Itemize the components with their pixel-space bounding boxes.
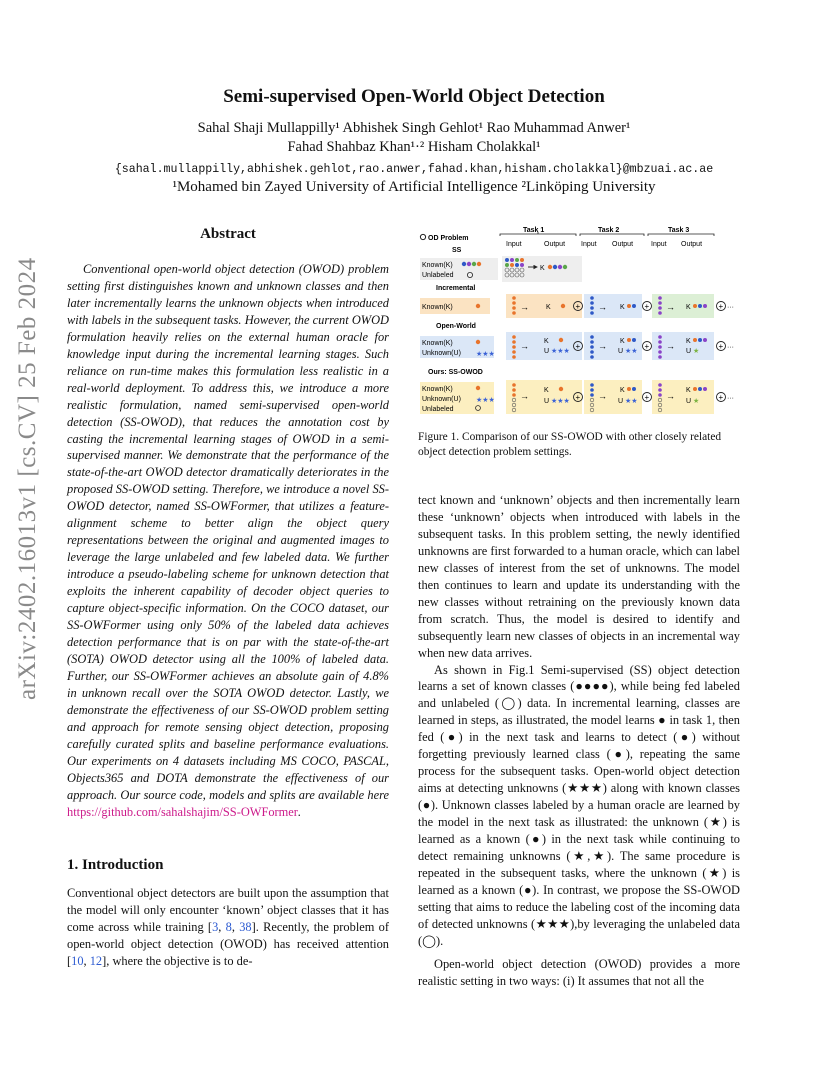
svg-text:★★★: ★★★ [476, 397, 495, 404]
fig-ow-k2: K [620, 338, 625, 345]
fig-ow-k1: K [544, 338, 549, 345]
fig-task-1: Task 1 [523, 227, 545, 234]
paragraph: Open-world object detection (OWOD) provides a more realistic setting in two ways: (i) It assumes that not all the [418, 956, 740, 988]
authors-line-1: Sahal Shaji Mullappilly¹ Abhishek Singh Gehlot¹ Rao Muhammad Anwer¹ [197, 120, 631, 136]
fig-ssowod-k3: K [686, 387, 691, 394]
fig-ow-u3: U [686, 348, 692, 355]
fig-ss-known: Known(K) [422, 262, 453, 269]
fig-inc-ellipsis: ··· [727, 304, 734, 311]
abstract-text: Conventional open-world object detection (OWOD) problem setting first distinguishes known and unknown classes and then later incrementally learns the unknown objects when introduced with labels in the subsequent tasks. However, the current OWOD formulation heavily relies on the external human oracle for knowledge input during the incremental learning stages. Such reliance on run-time makes this formulation less realistic in a real-world deployment. To address this, we introduce a more realistic formulation, named semi-supervised open-world detection (SS-OWOD), that reduces the annotation cost by casting the incremental learning stages of OWOD in a semi-supervised manner. We demonstrate that the performance of the state-of-the-art OWOD detector dramatically deteriorates in the proposed SS-OWOD setting. Therefore, we introduce a novel SS-OWOD detector, named SS-OWFormer, that utilizes a feature-alignment scheme to better align the object query representations between the original and augmented images to leverage the large unlabeled and few labeled data. We further introduce a pseudo-labeling scheme for unknown detection that exploits the inherent capability of decoder object queries to capture object-specific information. On the COCO dataset, our SS-OWFormer using only 50% of the labeled data achieves detection performance that is on par with the state-of-the-art (SOTA) OWOD detector using all the 100% of labeled data. Further, our SS-OWFormer achieves an absolute gain of 4.8% in unknown recall over the SOTA OWOD detector. Lastly, we demonstrate the effectiveness of our SS-OWOD problem setting and approach for remote sensing object detection, proposing carefully curated splits and baseline performance evaluations. Our experiments on 4 datasets including MS COCO, PASCAL, Objects365 and DOTA demonstrate the effectiveness of our approach. Our source code, models and splits are available here [67, 262, 389, 802]
fig-ssowod-unlabeled: Unlabeled [422, 406, 454, 413]
fig-row-incremental: Incremental [436, 285, 476, 292]
svg-text:★: ★ [693, 348, 700, 355]
fig-ssowod-k2: K [620, 387, 625, 394]
svg-text:★: ★ [693, 398, 700, 405]
fig-io-input-3: Input [651, 241, 667, 248]
fig-row-ss: SS [452, 247, 462, 254]
paper-title: Semi-supervised Open-World Object Detection [223, 86, 605, 107]
fig-ssowod-ellipsis: ··· [727, 395, 734, 402]
svg-text:→: → [598, 302, 607, 312]
citation[interactable]: 3 [212, 919, 219, 934]
svg-text:★★★: ★★★ [476, 351, 495, 358]
svg-text:+: + [718, 302, 724, 311]
svg-text:+: + [644, 302, 650, 311]
intro-text: ], where the objective is to de- [102, 953, 253, 968]
citation[interactable]: 8 [225, 919, 232, 934]
fig-ssowod-task1-box [506, 380, 582, 414]
fig-ow-u2: U [618, 348, 624, 355]
svg-text:→: → [598, 391, 607, 401]
svg-text:+: + [575, 393, 581, 402]
section-heading-introduction: 1. Introduction [67, 857, 164, 873]
authors-line-2: Fahad Shahbaz Khan¹·² Hisham Cholakkal¹ [287, 139, 541, 155]
fig-io-output-2: Output [612, 241, 634, 248]
abstract-heading: Abstract [200, 226, 256, 242]
citation[interactable]: 38 [239, 919, 252, 934]
svg-text:★★★: ★★★ [551, 348, 570, 355]
svg-text:+: + [718, 393, 724, 402]
fig-inc-k3: K [686, 304, 691, 311]
fig-ssowod-k1: K [544, 387, 549, 394]
svg-text:→: → [598, 341, 607, 351]
svg-text:→: → [666, 391, 675, 401]
right-column-text [418, 492, 740, 990]
fig-inc-known: Known(K) [422, 304, 453, 311]
fig-row-ssowod: Ours: SS-OWOD [428, 369, 483, 376]
fig-io-input-2: Input [581, 241, 597, 248]
arxiv-identifier: arXiv:2402.16013v1 [cs.CV] 25 Feb 2024 [14, 257, 41, 700]
citation[interactable]: 10 [71, 953, 84, 968]
fig-ssowod-u3: U [686, 398, 692, 405]
fig-ow-u1: U [544, 348, 550, 355]
affiliations: ¹Mohamed bin Zayed University of Artificial Intelligence ²Linköping University [172, 179, 656, 195]
figure-1-diagram [418, 222, 740, 418]
fig-io-output-1: Output [544, 241, 566, 248]
code-link[interactable]: https://github.com/sahalshajim/SS-OWFormer [67, 804, 298, 819]
introduction-paragraph: Conventional object detectors are built upon the assumption that the model will only encounter ‘known’ object classes that it has come across while training [3, 8, 38]. Recently, the problem of open-world object detection (OWOD) has received attention [10, 12], where the objective is to de- [67, 886, 389, 968]
intro-text: ]. Recently, the problem of open-world object detection (OWOD) has received attention [ [67, 919, 389, 968]
fig-io-output-3: Output [681, 241, 703, 248]
paragraph: tect known and ‘unknown’ objects and then incrementally learn these ‘unknown’ objects when introduced with labels in the subsequent tasks. In this problem setting, the newly identified unknowns are first forwarded to a human oracle, which can label new classes of interest from the set of unknowns. The model then continues to learn and update its understanding with the new classes without retraining on the previously known data from scratch. Thus, the model is desired to identify and subsequently learn new classes of objects in an incremental way when new data arrives. [418, 493, 740, 660]
fig-io-input-1: Input [506, 241, 522, 248]
paragraph: As shown in Fig.1 Semi-supervised (SS) object detection learns a set of known classes (●●●●), while being fed labeled and unlabeled (◯) data. In incremental learning, classes are learned in steps, as illustrated, the model learns ● in task 1, then fed (●) in the next task and learns to detect (●) without forgetting previously learned class (●), repeating the same process for the subsequent tasks. Open-world object detection aims at detecting unknowns (★★★) along with known classes (●). Unknown classes labeled by a human oracle are learned by the model in the next task as illustrated: the unknown (★) is learned as a known (●) in the next task while continuing to detect remaining unknowns (★,★). The same procedure is repeated in the subsequent tasks, where the unknown (★) is learned as a known (●). In contrast, we propose the SS-OWOD setting that aims to reduce the labeling cost of the incoming data of detected unknowns (★★★),by leveraging the unlabeled data (◯). [418, 662, 740, 948]
fig-inc-k2: K [620, 304, 625, 311]
svg-text:→: → [666, 341, 675, 351]
fig-ssowod-u2: U [618, 398, 624, 405]
svg-text:+: + [644, 393, 650, 402]
svg-text:→: → [666, 302, 675, 312]
fig-ssowod-u1: U [544, 398, 550, 405]
abstract-body: Conventional open-world object detection (OWOD) problem setting first distinguishes known and unknown classes and then later incrementally learns the unknown objects when introduced with labels in the subsequent tasks. However, the current OWOD formulation heavily relies on the external human oracle for knowledge input during the incremental learning stages. Such reliance on run-time makes this formulation less realistic in a real-world deployment. To address this, we introduce a more realistic formulation, named semi-supervised open-world detection (SS-OWOD), that reduces the annotation cost by casting the incremental learning stages of OWOD in a semi-supervised manner. We demonstrate that the performance of the state-of-the-art OWOD detector dramatically deteriorates in the proposed SS-OWOD setting. Therefore, we introduce a novel SS-OWOD detector, named SS-OWFormer, that utilizes a feature-alignment scheme to better align the object query representations between the original and augmented images to leverage the large unlabeled and few labeled data. We further introduce a pseudo-labeling scheme for unknown detection that exploits the inherent capability of decoder object queries to capture object-specific information. On the COCO dataset, our SS-OWFormer using only 50% of the labeled data achieves detection performance that is on par with the state-of-the-art (SOTA) OWOD detector using all the 100% of labeled data. Further, our SS-OWFormer achieves an absolute gain of 4.8% in unknown recall over the SOTA OWOD detector. Lastly, we demonstrate the effectiveness of our SS-OWOD problem setting and approach for remote sensing object detection, proposing carefully curated splits and baseline performance evaluations. Our experiments on 4 datasets including MS COCO, PASCAL, Objects365 and DOTA demonstrate the effectiveness of our approach. Our source code, models and splits are available here https://github.com/sahalshajim/SS-OWFormer. [67, 262, 389, 819]
fig-ssowod-known: Known(K) [422, 386, 453, 393]
fig-col-header: OD Problem [428, 235, 469, 242]
svg-text:+: + [575, 302, 581, 311]
fig-task-2: Task 2 [598, 227, 620, 234]
svg-text:→: → [520, 302, 529, 312]
fig-ow-k3: K [686, 338, 691, 345]
fig-inc-k1: K [546, 304, 551, 311]
fig-ow-ellipsis: ··· [727, 344, 734, 351]
fig-ss-unlabeled: Unlabeled [422, 272, 454, 279]
svg-text:+: + [718, 342, 724, 351]
fig-ssowod-unknown: Unknown(U) [422, 396, 461, 403]
svg-text:→: → [520, 391, 529, 401]
intro-text: Conventional object detectors are built upon the assumption that the model will only encounter ‘known’ object classes that it has come across while training [ [67, 886, 389, 934]
figure-1-caption: Figure 1. Comparison of our SS-OWOD with other closely related object detection problem settings. [418, 431, 722, 459]
svg-text:★★: ★★ [625, 398, 638, 405]
svg-text:→: → [520, 341, 529, 351]
svg-text:+: + [644, 342, 650, 351]
fig-ow-task1-box [506, 332, 582, 360]
fig-ss-k: K [540, 265, 545, 272]
fig-inc-task1-box [506, 294, 582, 318]
fig-task-3: Task 3 [668, 227, 690, 234]
svg-text:+: + [575, 342, 581, 351]
citation[interactable]: 12 [89, 953, 103, 968]
fig-ow-known: Known(K) [422, 340, 453, 347]
fig-ow-unknown: Unknown(U) [422, 350, 461, 357]
author-emails: {sahal.mullappilly,abhishek.gehlot,rao.anwer,fahad.khan,hisham.cholakkal}@mbzuai.ac.ae [114, 163, 714, 176]
fig-row-openworld: Open-World [436, 323, 476, 330]
svg-text:★★★: ★★★ [551, 398, 570, 405]
svg-text:★★: ★★ [625, 348, 638, 355]
